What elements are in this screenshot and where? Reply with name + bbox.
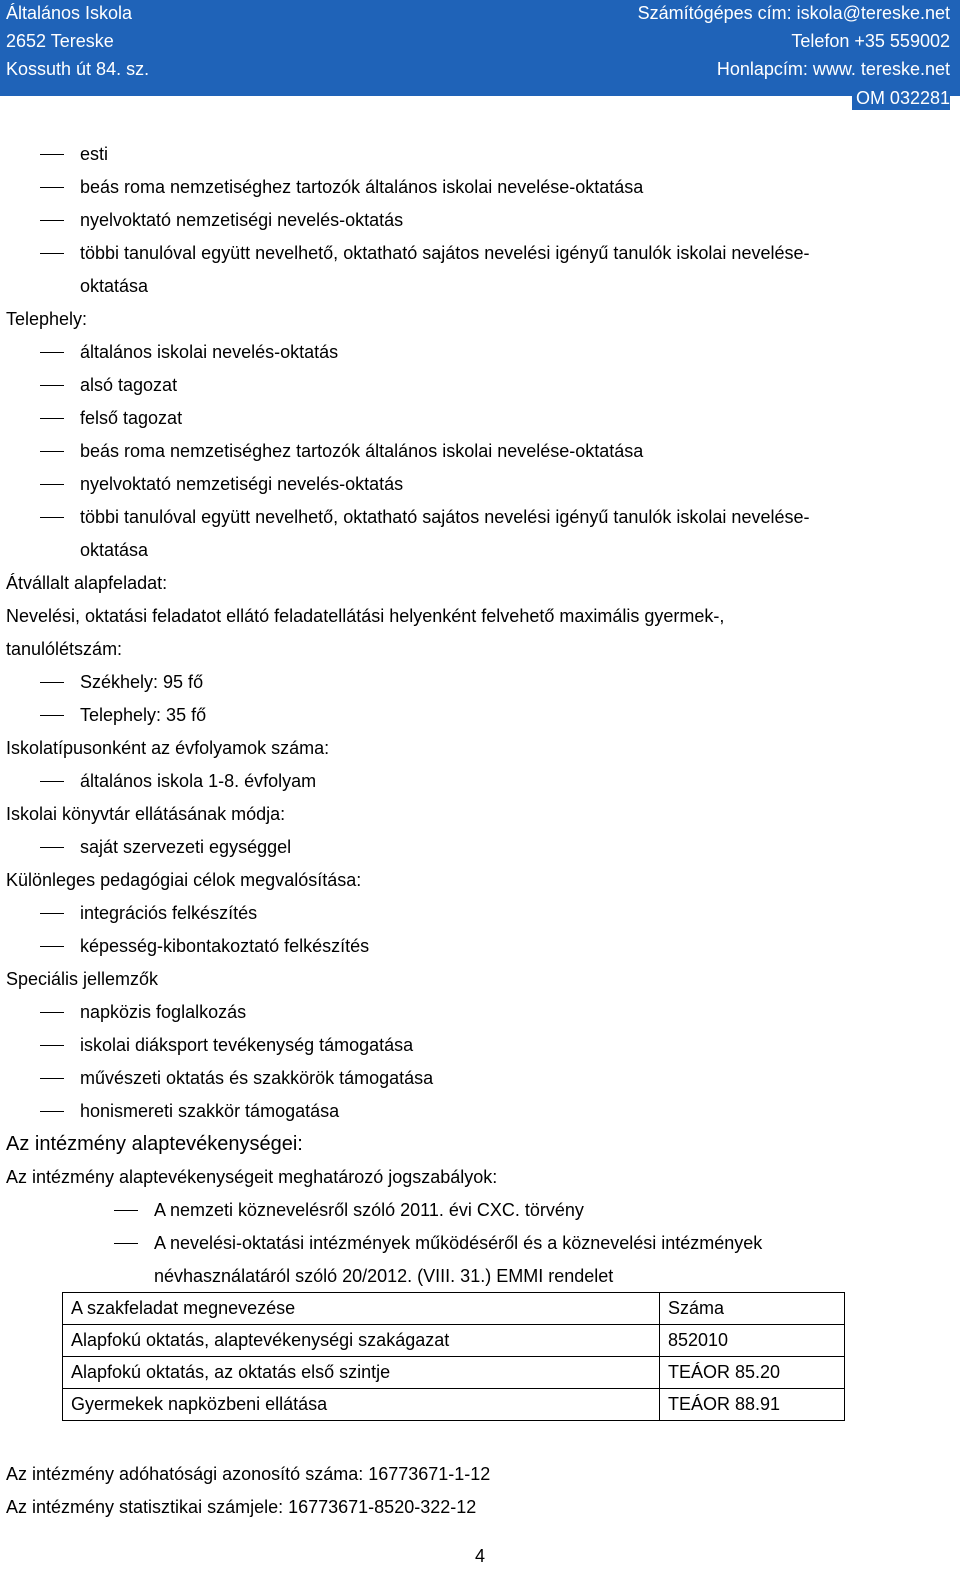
neveles-text-cont: tanulólétszám: bbox=[6, 639, 123, 659]
dash bbox=[40, 352, 64, 353]
dash bbox=[40, 1012, 64, 1013]
list-item: esti bbox=[80, 144, 109, 164]
dash bbox=[40, 715, 64, 716]
iskolatipus-heading: Iskolatípusonként az évfolyamok száma: bbox=[6, 738, 330, 758]
table-header-cell: A szakfeladat megnevezése bbox=[63, 1293, 660, 1325]
phone-line: Telefon +35 559002 bbox=[791, 31, 950, 51]
list-item: nyelvoktató nemzetiségi nevelés-oktatás bbox=[80, 474, 404, 494]
list-item: A nevelési-oktatási intézmények működéséről és a köznevelési intézmények bbox=[154, 1233, 763, 1253]
dash bbox=[40, 220, 64, 221]
list-item-continuation: névhasználatáról szóló 20/2012. (VIII. 31.) EMMI rendelet bbox=[154, 1266, 614, 1286]
list-item-continuation: oktatása bbox=[80, 276, 149, 296]
table-cell: 852010 bbox=[660, 1325, 845, 1357]
table-cell: Gyermekek napközbeni ellátása bbox=[63, 1389, 660, 1421]
dash bbox=[40, 187, 64, 188]
dash bbox=[40, 1045, 64, 1046]
table-header-cell: Száma bbox=[660, 1293, 845, 1325]
list-item: beás roma nemzetiséghez tartozók általános iskolai nevelése-oktatása bbox=[80, 177, 644, 197]
dash bbox=[114, 1210, 138, 1211]
table-row bbox=[63, 1357, 845, 1389]
list-item: nyelvoktató nemzetiségi nevelés-oktatás bbox=[80, 210, 404, 230]
dash bbox=[40, 517, 64, 518]
list-item-continuation: oktatása bbox=[80, 540, 149, 560]
page-number: 4 bbox=[474, 1546, 485, 1566]
specialis-heading: Speciális jellemzők bbox=[6, 969, 159, 989]
dash bbox=[40, 682, 64, 683]
table-header-row bbox=[63, 1293, 845, 1325]
list-item: saját szervezeti egységgel bbox=[80, 837, 292, 857]
om-number: OM 032281 bbox=[852, 86, 950, 110]
list-item: napközis foglalkozás bbox=[80, 1002, 247, 1022]
letterhead bbox=[0, 0, 960, 96]
list-item: A nemzeti köznevelésről szóló 2011. évi CXC. törvény bbox=[154, 1200, 584, 1220]
dash bbox=[40, 1111, 64, 1112]
list-item: alsó tagozat bbox=[80, 375, 178, 395]
dash bbox=[40, 946, 64, 947]
dash bbox=[40, 781, 64, 782]
list-item: többi tanulóval együtt nevelhető, oktatható sajátos nevelési igényű tanulók iskolai nevelése- bbox=[80, 243, 810, 263]
dash bbox=[40, 913, 64, 914]
table-cell: Alapfokú oktatás, az oktatás első szintje bbox=[63, 1357, 660, 1389]
website-line: Honlapcím: www. tereske.net bbox=[716, 59, 950, 79]
table-cell: TEÁOR 88.91 bbox=[660, 1389, 845, 1421]
list-item: többi tanulóval együtt nevelhető, oktatható sajátos nevelési igényű tanulók iskolai nevelése- bbox=[80, 507, 810, 527]
list-item: integrációs felkészítés bbox=[80, 903, 258, 923]
dash bbox=[40, 154, 64, 155]
list-item: művészeti oktatás és szakkörök támogatása bbox=[80, 1068, 434, 1088]
list-item: honismereti szakkör támogatása bbox=[80, 1101, 340, 1121]
dash bbox=[114, 1243, 138, 1244]
list-item: általános iskola 1-8. évfolyam bbox=[80, 771, 317, 791]
table-row bbox=[63, 1325, 845, 1357]
list-item: Telephely: 35 fő bbox=[80, 705, 207, 725]
email-line: Számítógépes cím: iskola@tereske.net bbox=[637, 3, 950, 23]
table-cell: Alapfokú oktatás, alaptevékenységi szakágazat bbox=[63, 1325, 660, 1357]
list-item: felső tagozat bbox=[80, 408, 183, 428]
list-item: beás roma nemzetiséghez tartozók általános iskolai nevelése-oktatása bbox=[80, 441, 644, 461]
table-row bbox=[63, 1389, 845, 1421]
school-city: 2652 Tereske bbox=[6, 31, 114, 51]
dash bbox=[40, 1078, 64, 1079]
dash bbox=[40, 847, 64, 848]
dash bbox=[40, 253, 64, 254]
school-name: Általános Iskola bbox=[6, 3, 133, 23]
jogszabaly-heading: Az intézmény alaptevékenységeit meghatározó jogszabályok: bbox=[6, 1167, 498, 1187]
szakfeladat-table bbox=[62, 1292, 845, 1421]
alaptev-heading: Az intézmény alaptevékenységei: bbox=[6, 1133, 303, 1155]
school-street: Kossuth út 84. sz. bbox=[6, 59, 150, 79]
statisztikai-szamjel: Az intézmény statisztikai számjele: 16773671-8520-322-12 bbox=[6, 1497, 477, 1517]
dash bbox=[40, 418, 64, 419]
telephely-heading: Telephely: bbox=[6, 309, 88, 329]
atvallalt-heading: Átvállalt alapfeladat: bbox=[6, 573, 168, 593]
dash bbox=[40, 451, 64, 452]
dash bbox=[40, 484, 64, 485]
dash bbox=[40, 385, 64, 386]
list-item: képesség-kibontakoztató felkészítés bbox=[80, 936, 370, 956]
adohatosagi-szam: Az intézmény adóhatósági azonosító száma: 16773671-1-12 bbox=[6, 1464, 491, 1484]
neveles-text: Nevelési, oktatási feladatot ellátó feladatellátási helyenként felvehető maximális gyermek-, bbox=[6, 606, 725, 626]
list-item: Székhely: 95 fő bbox=[80, 672, 204, 692]
list-item: általános iskolai nevelés-oktatás bbox=[80, 342, 339, 362]
kulonleges-heading: Különleges pedagógiai célok megvalósítása: bbox=[6, 870, 362, 890]
table-cell: TEÁOR 85.20 bbox=[660, 1357, 845, 1389]
konyvtar-heading: Iskolai könyvtár ellátásának módja: bbox=[6, 804, 286, 824]
list-item: iskolai diáksport tevékenység támogatása bbox=[80, 1035, 414, 1055]
